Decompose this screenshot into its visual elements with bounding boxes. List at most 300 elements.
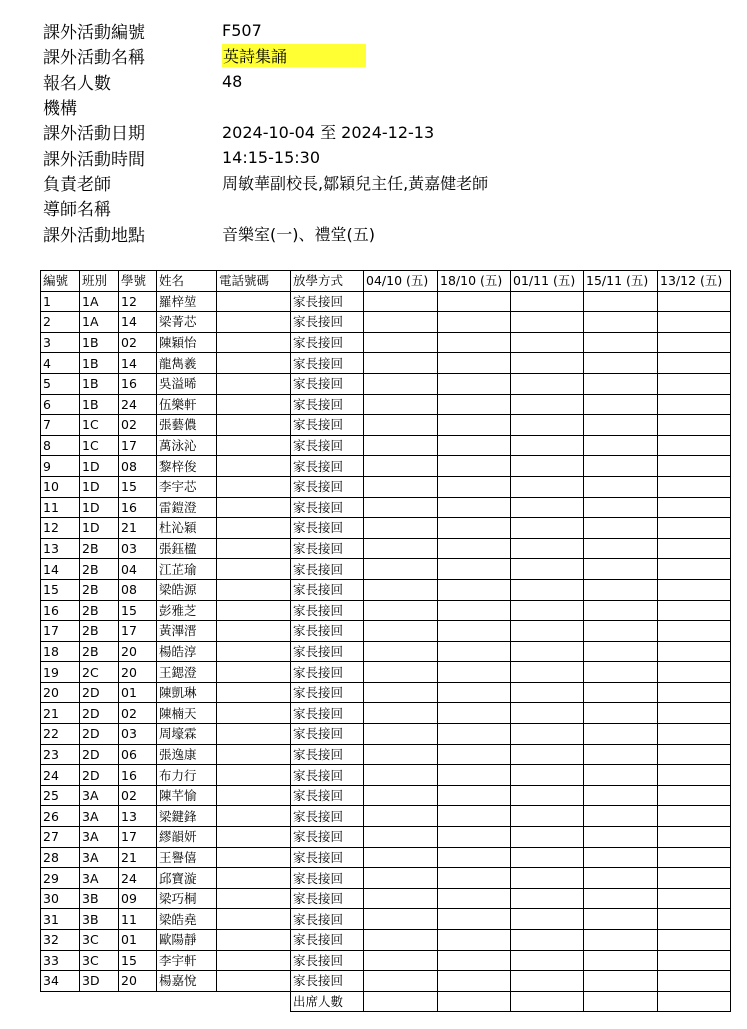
table-cell: 家長接回 — [291, 827, 364, 848]
table-cell — [438, 435, 511, 456]
table-cell: 3B — [80, 888, 119, 909]
table-cell — [658, 291, 731, 312]
table-cell: 06 — [119, 744, 157, 765]
table-cell — [217, 682, 291, 703]
info-label: 報名人數 — [43, 73, 111, 94]
table-cell — [438, 415, 511, 436]
table-cell — [584, 662, 658, 683]
table-cell: 王鍶澄 — [157, 662, 217, 683]
info-row — [43, 220, 488, 245]
table-row — [41, 682, 731, 703]
table-cell: 17 — [119, 621, 157, 642]
table-cell — [217, 291, 291, 312]
table-cell: 3A — [80, 827, 119, 848]
table-cell: 08 — [119, 579, 157, 600]
table-cell: 邱寶漩 — [157, 868, 217, 889]
table-cell — [658, 559, 731, 580]
table-cell — [364, 291, 438, 312]
table-cell: 陳穎怡 — [157, 332, 217, 353]
table-cell — [511, 394, 584, 415]
table-cell — [364, 415, 438, 436]
table-cell: 梁巧桐 — [157, 888, 217, 909]
table-cell — [217, 724, 291, 745]
table-cell — [438, 476, 511, 497]
table-cell: 20 — [41, 682, 80, 703]
table-cell: 楊嘉悅 — [157, 971, 217, 992]
table-cell: 15 — [119, 476, 157, 497]
table-cell: 22 — [41, 724, 80, 745]
table-cell — [584, 847, 658, 868]
table-cell: 家長接回 — [291, 971, 364, 992]
table-cell — [364, 827, 438, 848]
column-header: 編號 — [41, 271, 80, 292]
table-cell — [438, 847, 511, 868]
table-cell — [217, 538, 291, 559]
table-cell — [217, 312, 291, 333]
table-row — [41, 827, 731, 848]
table-cell — [511, 353, 584, 374]
table-cell — [364, 476, 438, 497]
table-cell — [658, 785, 731, 806]
activity-name-highlight: 英詩集誦 — [222, 44, 366, 67]
table-cell: 家長接回 — [291, 724, 364, 745]
table-cell: 家長接回 — [291, 291, 364, 312]
table-cell: 黎梓俊 — [157, 456, 217, 477]
table-cell: 家長接回 — [291, 435, 364, 456]
table-cell: 02 — [119, 785, 157, 806]
table-cell: 14 — [41, 559, 80, 580]
table-cell: 3 — [41, 332, 80, 353]
table-cell — [364, 930, 438, 951]
table-cell: 張藝儂 — [157, 415, 217, 436]
table-cell: 家長接回 — [291, 868, 364, 889]
table-cell — [364, 847, 438, 868]
column-header: 放學方式 — [291, 271, 364, 292]
table-cell — [438, 538, 511, 559]
table-cell: 梁皓源 — [157, 579, 217, 600]
table-cell — [511, 847, 584, 868]
table-row — [41, 435, 731, 456]
table-cell: 家長接回 — [291, 415, 364, 436]
table-cell — [217, 394, 291, 415]
table-cell — [511, 950, 584, 971]
table-cell — [511, 806, 584, 827]
info-label: 機構 — [43, 99, 77, 120]
table-cell: 20 — [119, 971, 157, 992]
table-cell — [438, 724, 511, 745]
table-cell: 李宇芯 — [157, 476, 217, 497]
table-cell: 04 — [119, 559, 157, 580]
column-header: 姓名 — [157, 271, 217, 292]
table-row — [41, 373, 731, 394]
table-cell — [217, 971, 291, 992]
table-cell: 2C — [80, 662, 119, 683]
table-cell — [511, 662, 584, 683]
table-cell: 家長接回 — [291, 703, 364, 724]
table-cell: 周壕霖 — [157, 724, 217, 745]
table-cell: 家長接回 — [291, 332, 364, 353]
table-cell: 家長接回 — [291, 930, 364, 951]
table-cell — [217, 332, 291, 353]
column-header: 15/11 (五) — [584, 271, 658, 292]
table-cell — [584, 950, 658, 971]
table-cell: 16 — [119, 765, 157, 786]
table-cell: 34 — [41, 971, 80, 992]
table-cell — [438, 930, 511, 951]
table-cell: 8 — [41, 435, 80, 456]
info-label: 課外活動編號 — [43, 23, 145, 44]
table-cell: 家長接回 — [291, 888, 364, 909]
info-row — [43, 94, 488, 119]
table-cell — [438, 888, 511, 909]
info-value: 音樂室(一)、禮堂(五) — [222, 224, 375, 244]
table-cell: 家長接回 — [291, 600, 364, 621]
table-cell — [511, 621, 584, 642]
table-cell — [584, 538, 658, 559]
table-cell — [584, 888, 658, 909]
table-cell: 7 — [41, 415, 80, 436]
table-cell: 家長接回 — [291, 353, 364, 374]
table-cell — [217, 415, 291, 436]
attendance-total-label: 出席人數 — [291, 991, 364, 1012]
table-cell — [438, 394, 511, 415]
table-cell — [658, 538, 731, 559]
table-cell — [438, 744, 511, 765]
table-row — [41, 744, 731, 765]
info-label: 課外活動地點 — [43, 225, 145, 246]
table-cell: 27 — [41, 827, 80, 848]
table-cell — [584, 394, 658, 415]
info-value: F507 — [222, 21, 262, 41]
table-header-row — [41, 271, 731, 292]
table-cell — [511, 682, 584, 703]
table-cell — [658, 662, 731, 683]
table-cell — [511, 415, 584, 436]
table-cell: 1D — [80, 497, 119, 518]
attendance-total-cell — [658, 991, 731, 1012]
table-cell — [658, 373, 731, 394]
table-cell — [584, 579, 658, 600]
table-cell — [511, 518, 584, 539]
table-cell: 2B — [80, 600, 119, 621]
table-cell: 03 — [119, 538, 157, 559]
table-cell: 1C — [80, 415, 119, 436]
table-cell — [511, 312, 584, 333]
table-cell — [584, 435, 658, 456]
table-row — [41, 476, 731, 497]
table-cell: 家長接回 — [291, 806, 364, 827]
table-cell: 家長接回 — [291, 373, 364, 394]
table-cell: 雷鎧澄 — [157, 497, 217, 518]
table-cell: 梁菁芯 — [157, 312, 217, 333]
table-cell — [438, 456, 511, 477]
table-cell — [511, 930, 584, 951]
column-header: 電話號碼 — [217, 271, 291, 292]
table-cell: 陳楠天 — [157, 703, 217, 724]
column-header: 學號 — [119, 271, 157, 292]
table-cell — [511, 641, 584, 662]
table-cell — [438, 641, 511, 662]
table-cell: 13 — [119, 806, 157, 827]
table-cell: 2D — [80, 703, 119, 724]
table-cell — [658, 394, 731, 415]
info-label: 負責老師 — [43, 174, 111, 195]
table-cell: 3C — [80, 930, 119, 951]
table-row — [41, 538, 731, 559]
info-row — [43, 69, 488, 94]
table-cell — [364, 435, 438, 456]
table-cell — [584, 476, 658, 497]
table-cell: 02 — [119, 703, 157, 724]
table-cell: 黃滭溍 — [157, 621, 217, 642]
table-cell — [217, 497, 291, 518]
table-cell — [217, 806, 291, 827]
info-row — [43, 43, 488, 68]
table-cell: 歐陽靜 — [157, 930, 217, 951]
column-header: 04/10 (五) — [364, 271, 438, 292]
table-cell — [584, 332, 658, 353]
table-cell — [438, 971, 511, 992]
table-cell: 2B — [80, 621, 119, 642]
table-cell: 陳芊愉 — [157, 785, 217, 806]
empty-cell — [217, 991, 291, 1012]
table-cell: 01 — [119, 682, 157, 703]
attendance-total-cell — [584, 991, 658, 1012]
table-cell — [658, 847, 731, 868]
attendance-table — [40, 270, 731, 1012]
table-cell — [217, 930, 291, 951]
table-cell — [584, 724, 658, 745]
table-cell: 家長接回 — [291, 785, 364, 806]
table-cell — [364, 353, 438, 374]
empty-cell — [80, 991, 119, 1012]
empty-cell — [41, 991, 80, 1012]
table-cell — [364, 641, 438, 662]
table-cell: 杜沁穎 — [157, 518, 217, 539]
empty-cell — [157, 991, 217, 1012]
table-cell — [364, 621, 438, 642]
table-row — [41, 353, 731, 374]
table-cell: 02 — [119, 415, 157, 436]
table-cell — [658, 600, 731, 621]
table-cell: 家長接回 — [291, 662, 364, 683]
table-cell: 1A — [80, 312, 119, 333]
table-cell — [658, 971, 731, 992]
table-cell: 1B — [80, 394, 119, 415]
table-cell — [364, 456, 438, 477]
table-cell — [217, 641, 291, 662]
table-cell — [658, 888, 731, 909]
table-cell — [438, 579, 511, 600]
table-cell: 3A — [80, 806, 119, 827]
table-cell — [658, 518, 731, 539]
table-cell: 16 — [119, 497, 157, 518]
table-cell: 11 — [41, 497, 80, 518]
table-cell — [364, 312, 438, 333]
table-row — [41, 415, 731, 436]
table-cell: 2B — [80, 538, 119, 559]
table-cell — [511, 291, 584, 312]
table-row — [41, 456, 731, 477]
table-row — [41, 765, 731, 786]
table-cell — [511, 868, 584, 889]
table-cell — [511, 435, 584, 456]
table-row — [41, 703, 731, 724]
table-cell: 羅梓堃 — [157, 291, 217, 312]
table-cell: 3A — [80, 868, 119, 889]
table-row — [41, 847, 731, 868]
table-cell — [217, 600, 291, 621]
table-cell — [438, 682, 511, 703]
table-cell — [511, 497, 584, 518]
table-cell — [511, 785, 584, 806]
table-cell: 家長接回 — [291, 538, 364, 559]
table-cell — [217, 353, 291, 374]
table-cell — [438, 703, 511, 724]
table-cell — [217, 785, 291, 806]
table-cell — [584, 744, 658, 765]
table-cell — [511, 538, 584, 559]
table-cell — [658, 435, 731, 456]
table-cell: 9 — [41, 456, 80, 477]
table-cell: 17 — [119, 827, 157, 848]
table-cell: 32 — [41, 930, 80, 951]
info-row — [43, 144, 488, 169]
table-cell — [438, 662, 511, 683]
table-cell — [217, 621, 291, 642]
table-cell: 1D — [80, 518, 119, 539]
table-cell — [217, 868, 291, 889]
table-cell: 24 — [119, 394, 157, 415]
table-cell: 2B — [80, 579, 119, 600]
table-cell — [658, 765, 731, 786]
table-cell — [217, 827, 291, 848]
table-cell: 家長接回 — [291, 909, 364, 930]
attendance-total-cell — [511, 991, 584, 1012]
table-cell — [364, 971, 438, 992]
table-cell: 家長接回 — [291, 847, 364, 868]
table-cell: 1A — [80, 291, 119, 312]
table-row — [41, 600, 731, 621]
table-row — [41, 909, 731, 930]
table-cell: 29 — [41, 868, 80, 889]
table-cell — [584, 765, 658, 786]
table-cell: 17 — [119, 435, 157, 456]
info-label: 課外活動名稱 — [43, 48, 145, 69]
table-cell: 21 — [41, 703, 80, 724]
table-cell — [658, 415, 731, 436]
table-cell — [584, 353, 658, 374]
table-cell: 24 — [119, 868, 157, 889]
table-cell: 家長接回 — [291, 950, 364, 971]
table-cell: 13 — [41, 538, 80, 559]
table-cell — [584, 518, 658, 539]
info-label: 導師名稱 — [43, 200, 111, 221]
table-cell: 19 — [41, 662, 80, 683]
table-cell — [364, 765, 438, 786]
table-cell: 28 — [41, 847, 80, 868]
table-cell — [217, 662, 291, 683]
table-cell: 梁皓堯 — [157, 909, 217, 930]
table-cell: 1C — [80, 435, 119, 456]
table-cell: 家長接回 — [291, 682, 364, 703]
table-cell: 14 — [119, 312, 157, 333]
table-cell: 吳溢晞 — [157, 373, 217, 394]
table-cell — [584, 909, 658, 930]
table-cell — [658, 909, 731, 930]
table-cell — [511, 456, 584, 477]
table-cell: 3A — [80, 847, 119, 868]
table-cell: 家長接回 — [291, 476, 364, 497]
table-cell: 23 — [41, 744, 80, 765]
table-cell: 家長接回 — [291, 559, 364, 580]
table-cell: 01 — [119, 930, 157, 951]
table-cell: 6 — [41, 394, 80, 415]
table-row — [41, 332, 731, 353]
table-cell: 20 — [119, 641, 157, 662]
table-cell — [438, 827, 511, 848]
table-cell: 家長接回 — [291, 456, 364, 477]
table-cell — [364, 600, 438, 621]
table-cell — [584, 559, 658, 580]
table-cell — [364, 538, 438, 559]
table-cell — [658, 456, 731, 477]
table-cell — [658, 353, 731, 374]
table-cell — [658, 476, 731, 497]
table-cell — [584, 827, 658, 848]
info-label: 課外活動日期 — [43, 124, 145, 145]
table-cell: 1 — [41, 291, 80, 312]
table-cell: 03 — [119, 724, 157, 745]
table-cell: 12 — [119, 291, 157, 312]
table-cell — [364, 682, 438, 703]
table-cell — [658, 868, 731, 889]
table-cell: 18 — [41, 641, 80, 662]
table-cell: 家長接回 — [291, 518, 364, 539]
table-cell — [584, 497, 658, 518]
table-row — [41, 394, 731, 415]
table-cell — [584, 291, 658, 312]
table-cell: 15 — [119, 950, 157, 971]
table-cell: 張鈺楹 — [157, 538, 217, 559]
table-cell — [658, 497, 731, 518]
table-row — [41, 785, 731, 806]
table-cell — [364, 579, 438, 600]
info-value: 周敏華副校長,鄒穎兒主任,黃嘉健老師 — [222, 173, 489, 193]
empty-cell — [119, 991, 157, 1012]
attendance-total-cell — [364, 991, 438, 1012]
table-cell — [364, 785, 438, 806]
table-cell — [438, 600, 511, 621]
table-cell: 彭雅芝 — [157, 600, 217, 621]
table-cell — [364, 703, 438, 724]
table-cell: 1B — [80, 332, 119, 353]
table-row — [41, 641, 731, 662]
table-cell — [364, 744, 438, 765]
table-cell — [217, 888, 291, 909]
table-cell — [438, 621, 511, 642]
table-cell: 家長接回 — [291, 765, 364, 786]
column-header: 18/10 (五) — [438, 271, 511, 292]
table-cell: 3D — [80, 971, 119, 992]
table-row — [41, 868, 731, 889]
table-cell: 3B — [80, 909, 119, 930]
table-cell: 家長接回 — [291, 497, 364, 518]
table-row — [41, 291, 731, 312]
table-cell: 2D — [80, 744, 119, 765]
table-cell — [511, 724, 584, 745]
table-cell: 21 — [119, 847, 157, 868]
